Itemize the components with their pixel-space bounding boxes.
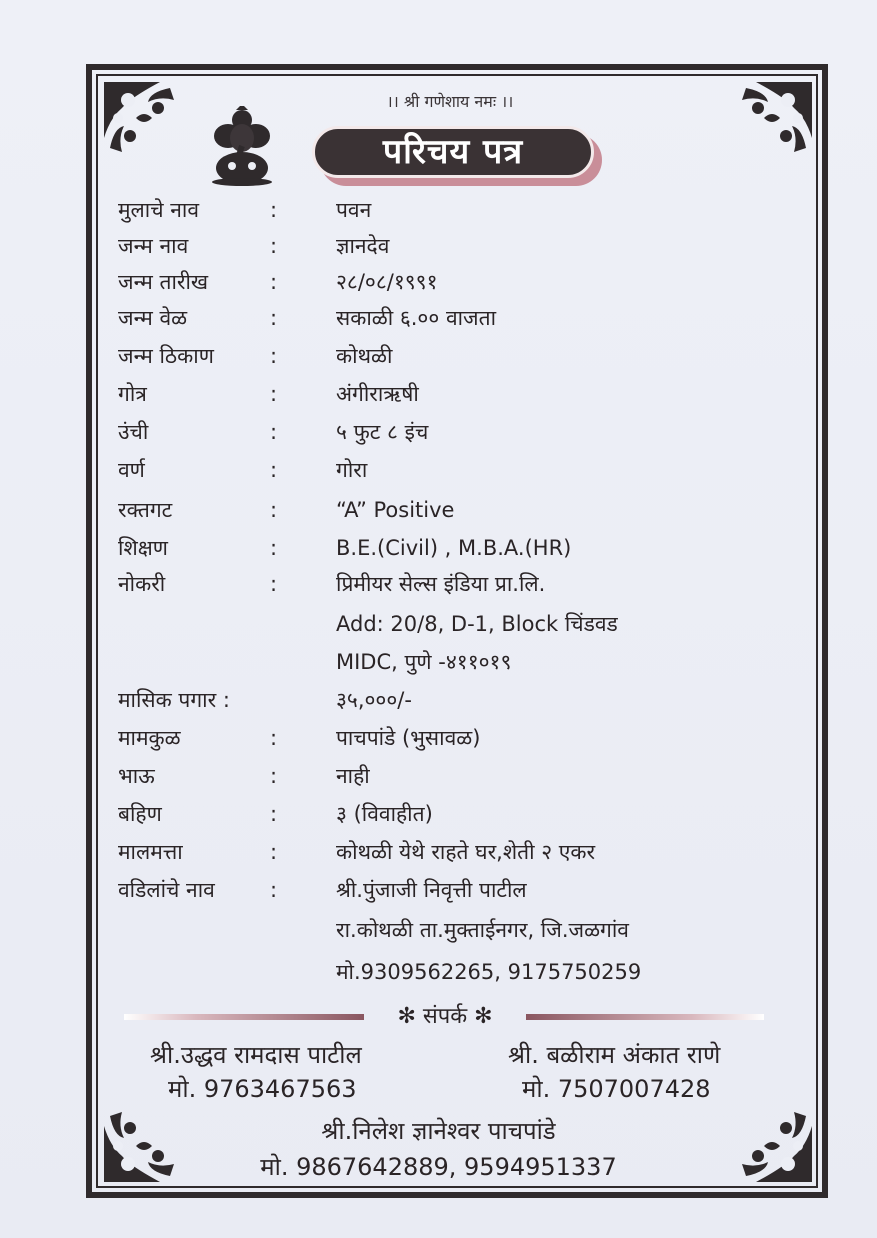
detail-value: MIDC, पुणे -४११०१९ [336, 650, 512, 674]
detail-value: नाही [336, 764, 370, 788]
detail-label: मामकुळ [118, 726, 181, 750]
detail-label: नोकरी [118, 572, 166, 596]
detail-colon: : [270, 498, 278, 522]
contact-heading: ✻ संपर्क ✻ [397, 1004, 493, 1029]
detail-value: Add: 20/8, D-1, Block चिंडवड [336, 612, 618, 636]
detail-colon: : [270, 878, 278, 902]
floral-corner-icon [100, 78, 192, 170]
detail-label: जन्म तारीख [118, 270, 209, 294]
detail-colon: : [270, 726, 278, 750]
floral-corner-icon [724, 78, 816, 170]
detail-value: ५ फुट ८ इंच [336, 420, 429, 444]
detail-label: रक्तगट [118, 498, 173, 522]
contact-1-phone: मो. 9763467563 [168, 1075, 357, 1103]
detail-colon: : [270, 270, 278, 294]
detail-label: जन्म नाव [118, 234, 189, 258]
detail-value: २८/०८/१९९१ [336, 270, 438, 294]
detail-label: मालमत्ता [118, 840, 183, 864]
detail-value: ज्ञानदेव [336, 234, 390, 258]
detail-label: वर्ण [118, 458, 145, 482]
detail-value: कोथळी [336, 344, 393, 368]
detail-value: रा.कोथळी ता.मुक्ताईनगर, जि.जळगांव [336, 918, 629, 942]
detail-label: जन्म वेळ [118, 306, 188, 330]
detail-label: वडिलांचे नाव [118, 878, 215, 902]
title-banner [312, 126, 602, 186]
detail-value: प्रिमीयर सेल्स इंडिया प्रा.लि. [336, 572, 546, 596]
detail-colon: : [270, 306, 278, 330]
detail-label: मासिक पगार : [118, 688, 230, 712]
detail-label: भाऊ [118, 764, 155, 788]
detail-label: शिक्षण [118, 536, 168, 560]
detail-value: अंगीराऋषी [336, 382, 419, 406]
contact-3-phone: मो. 9867642889, 9594951337 [260, 1153, 617, 1181]
detail-colon: : [270, 382, 278, 406]
detail-value: मो.9309562265, 9175750259 [336, 960, 642, 984]
invocation-text: ।। श्री गणेशाय नमः ।। [386, 92, 514, 111]
detail-value: पाचपांडे (भुसावळ) [336, 726, 481, 750]
ganesha-icon [206, 106, 278, 186]
page-title: परिचय पत्र [312, 126, 594, 178]
detail-value: B.E.(Civil) , M.B.A.(HR) [336, 536, 572, 560]
detail-value: श्री.पुंजाजी निवृत्ती पाटील [336, 878, 527, 902]
contact-divider [124, 1004, 764, 1030]
contact-3-name: श्री.निलेश ज्ञानेश्वर पाचपांडे [321, 1117, 556, 1145]
detail-label: मुलाचे नाव [118, 198, 200, 222]
detail-colon: : [270, 802, 278, 826]
detail-colon: : [270, 458, 278, 482]
detail-value: कोथळी येथे राहते घर,शेती २ एकर [336, 840, 596, 864]
divider-bar [526, 1014, 764, 1020]
detail-value: पवन [336, 198, 372, 222]
detail-colon: : [270, 234, 278, 258]
detail-label: बहिण [118, 802, 162, 826]
detail-colon: : [270, 840, 278, 864]
detail-value: “A” Positive [336, 498, 455, 522]
detail-colon: : [270, 572, 278, 596]
detail-colon: : [270, 420, 278, 444]
detail-value: ३ (विवाहीत) [336, 802, 433, 826]
detail-value: सकाळी ६.०० वाजता [336, 306, 497, 330]
detail-colon: : [270, 764, 278, 788]
detail-value: ३५,०००/- [336, 688, 412, 712]
contact-1-name: श्री.उद्धव रामदास पाटील [150, 1041, 362, 1069]
contact-2-phone: मो. 7507007428 [522, 1075, 711, 1103]
detail-colon: : [270, 198, 278, 222]
detail-colon: : [270, 536, 278, 560]
detail-label: जन्म ठिकाण [118, 344, 214, 368]
detail-value: गोरा [336, 458, 368, 482]
detail-colon: : [270, 344, 278, 368]
contact-2-name: श्री. बळीराम अंकात राणे [508, 1041, 721, 1069]
detail-label: उंची [118, 420, 149, 444]
detail-label: गोत्र [118, 382, 147, 406]
divider-bar [124, 1014, 364, 1020]
